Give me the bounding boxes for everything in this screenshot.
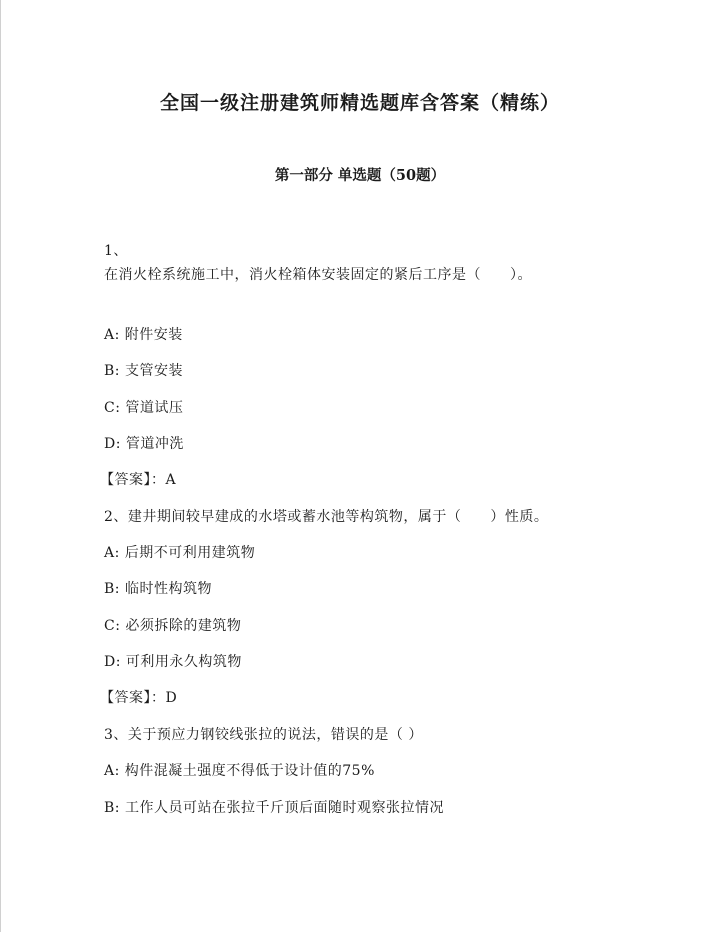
document-title: 全国一级注册建筑师精选题库含答案（精练） xyxy=(159,92,560,114)
question-option: A: 附件安装 xyxy=(104,327,183,343)
answer-line: 【答案】：A xyxy=(100,472,177,488)
question-option: B: 工作人员可站在张拉千斤顶后面随时观察张拉情况 xyxy=(104,800,444,816)
question-option: B: 临时性构筑物 xyxy=(104,581,212,597)
question-option: A: 构件混凝土强度不得低于设计值的75% xyxy=(104,763,375,779)
question-option: D: 管道冲洗 xyxy=(104,436,184,452)
question-stem: 2、建井期间较早建成的水塔或蓄水池等构筑物，属于（ ）性质。 xyxy=(104,509,549,525)
question-option: C: 管道试压 xyxy=(104,400,184,416)
page-edge xyxy=(0,0,1,932)
section-title: 第一部分 单选题（50题） xyxy=(274,167,446,184)
question-stem: 3、关于预应力钢铰线张拉的说法，错误的是（ ） xyxy=(104,727,423,743)
question-option: C: 必须拆除的建筑物 xyxy=(104,618,242,634)
answer-line: 【答案】：D xyxy=(100,690,178,706)
question-option: A: 后期不可利用建筑物 xyxy=(104,545,256,561)
question-stem: 在消火栓系统施工中，消火栓箱体安装固定的紧后工序是（ ）。 xyxy=(104,267,532,283)
question-option: B: 支管安装 xyxy=(104,363,183,379)
question-option: D: 可利用永久构筑物 xyxy=(104,654,242,670)
question-number: 1、 xyxy=(104,243,128,259)
